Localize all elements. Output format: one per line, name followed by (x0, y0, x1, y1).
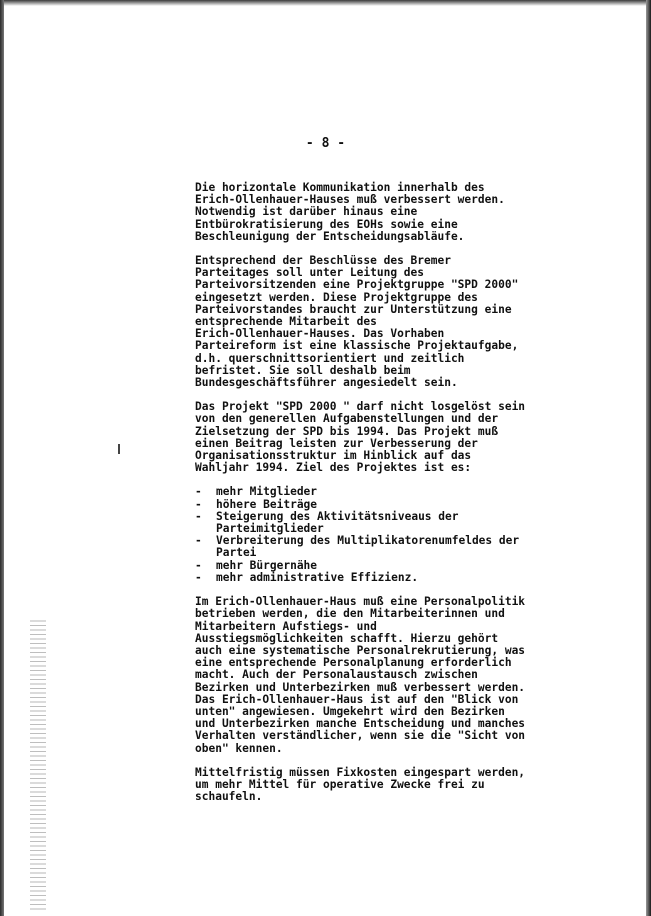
paragraph-communication: Die horizontale Kommunikation innerhalb des Erich-Ollenhauer-Hauses muß verbessert werden. Notwendig ist darüber hinaus eine Entbürokratisierung des EOHs sowie eine Beschleunigung der Entscheidungsabläufe. (195, 181, 505, 243)
list-item: - höhere Beiträge (195, 499, 585, 511)
scan-edge-top (0, 0, 651, 6)
page-number: - 8 - (305, 136, 346, 151)
paragraph-fixed-costs: Mittelfristig müssen Fixkosten eingespart werden, um mehr Mittel für operative Zwecke frei zu schaufeln. (195, 765, 526, 804)
goals-list (195, 486, 585, 584)
scan-mark (118, 444, 120, 454)
paragraph-project-goals-intro: Das Projekt "SPD 2000 " darf nicht losgelöst sein von den generellen Aufgabenstellungen und der Zielsetzung der SPD bis 1994. Das Projekt muß einen Beitrag leisten zur Verbesserung der Organisationsstruktur im Hinblick auf das Wahljahr 1994. Ziel des Projektes ist es: (195, 400, 526, 475)
list-item: - Steigerung des Aktivitätsniveaus der Parteimitglieder (195, 511, 585, 535)
list-item: - mehr administrative Effizienz. (195, 572, 585, 584)
list-item: - mehr Bürgernähe (195, 560, 585, 572)
list-item: - mehr Mitglieder (195, 486, 585, 498)
paragraph-project-group: Entsprechend der Beschlüsse des Bremer Parteitages soll unter Leitung des Parteivorsitzenden eine Projektgruppe "SPD 2000" eingesetzt werden. Diese Projektgruppe des Parteivorstandes braucht zur Unterstützung eine entsprechende Mitarbeit des Erich-Ollenhauer-Hauses. Das Vorhaben Parteireform ist eine klassische Projektaufgabe, d.h. querschnittsorientiert und zeitlich befristet. Sie soll deshalb beim Bundesgeschäftsführer angesiedelt sein. (195, 254, 519, 390)
list-item: - Verbreiterung des Multiplikatorenumfeldes der Partei (195, 535, 585, 559)
scan-noise-strip (30, 620, 46, 910)
paragraph-personnel-policy: Im Erich-Ollenhauer-Haus muß eine Personalpolitik betrieben werden, die den Mitarbeiterinnen und Mitarbeitern Aufstiegs- und Ausstiegsmöglichkeiten schafft. Hierzu gehört auch eine systematische Personalrekrutierung, was eine entsprechende Personalplanung erforderlich macht. Auch der Personalaustausch zwischen Bezirken und Unterbezirken muß verbessert werden. Das Erich-Ollenhauer-Haus ist auf den "Blick von unten" angewiesen. Umgekehrt wird den Bezirken und Unterbezirken manche Entscheidung und manches Verhalten verständlicher, wenn sie die "Sicht von oben" kennen. (195, 595, 526, 755)
document-body (195, 182, 585, 815)
